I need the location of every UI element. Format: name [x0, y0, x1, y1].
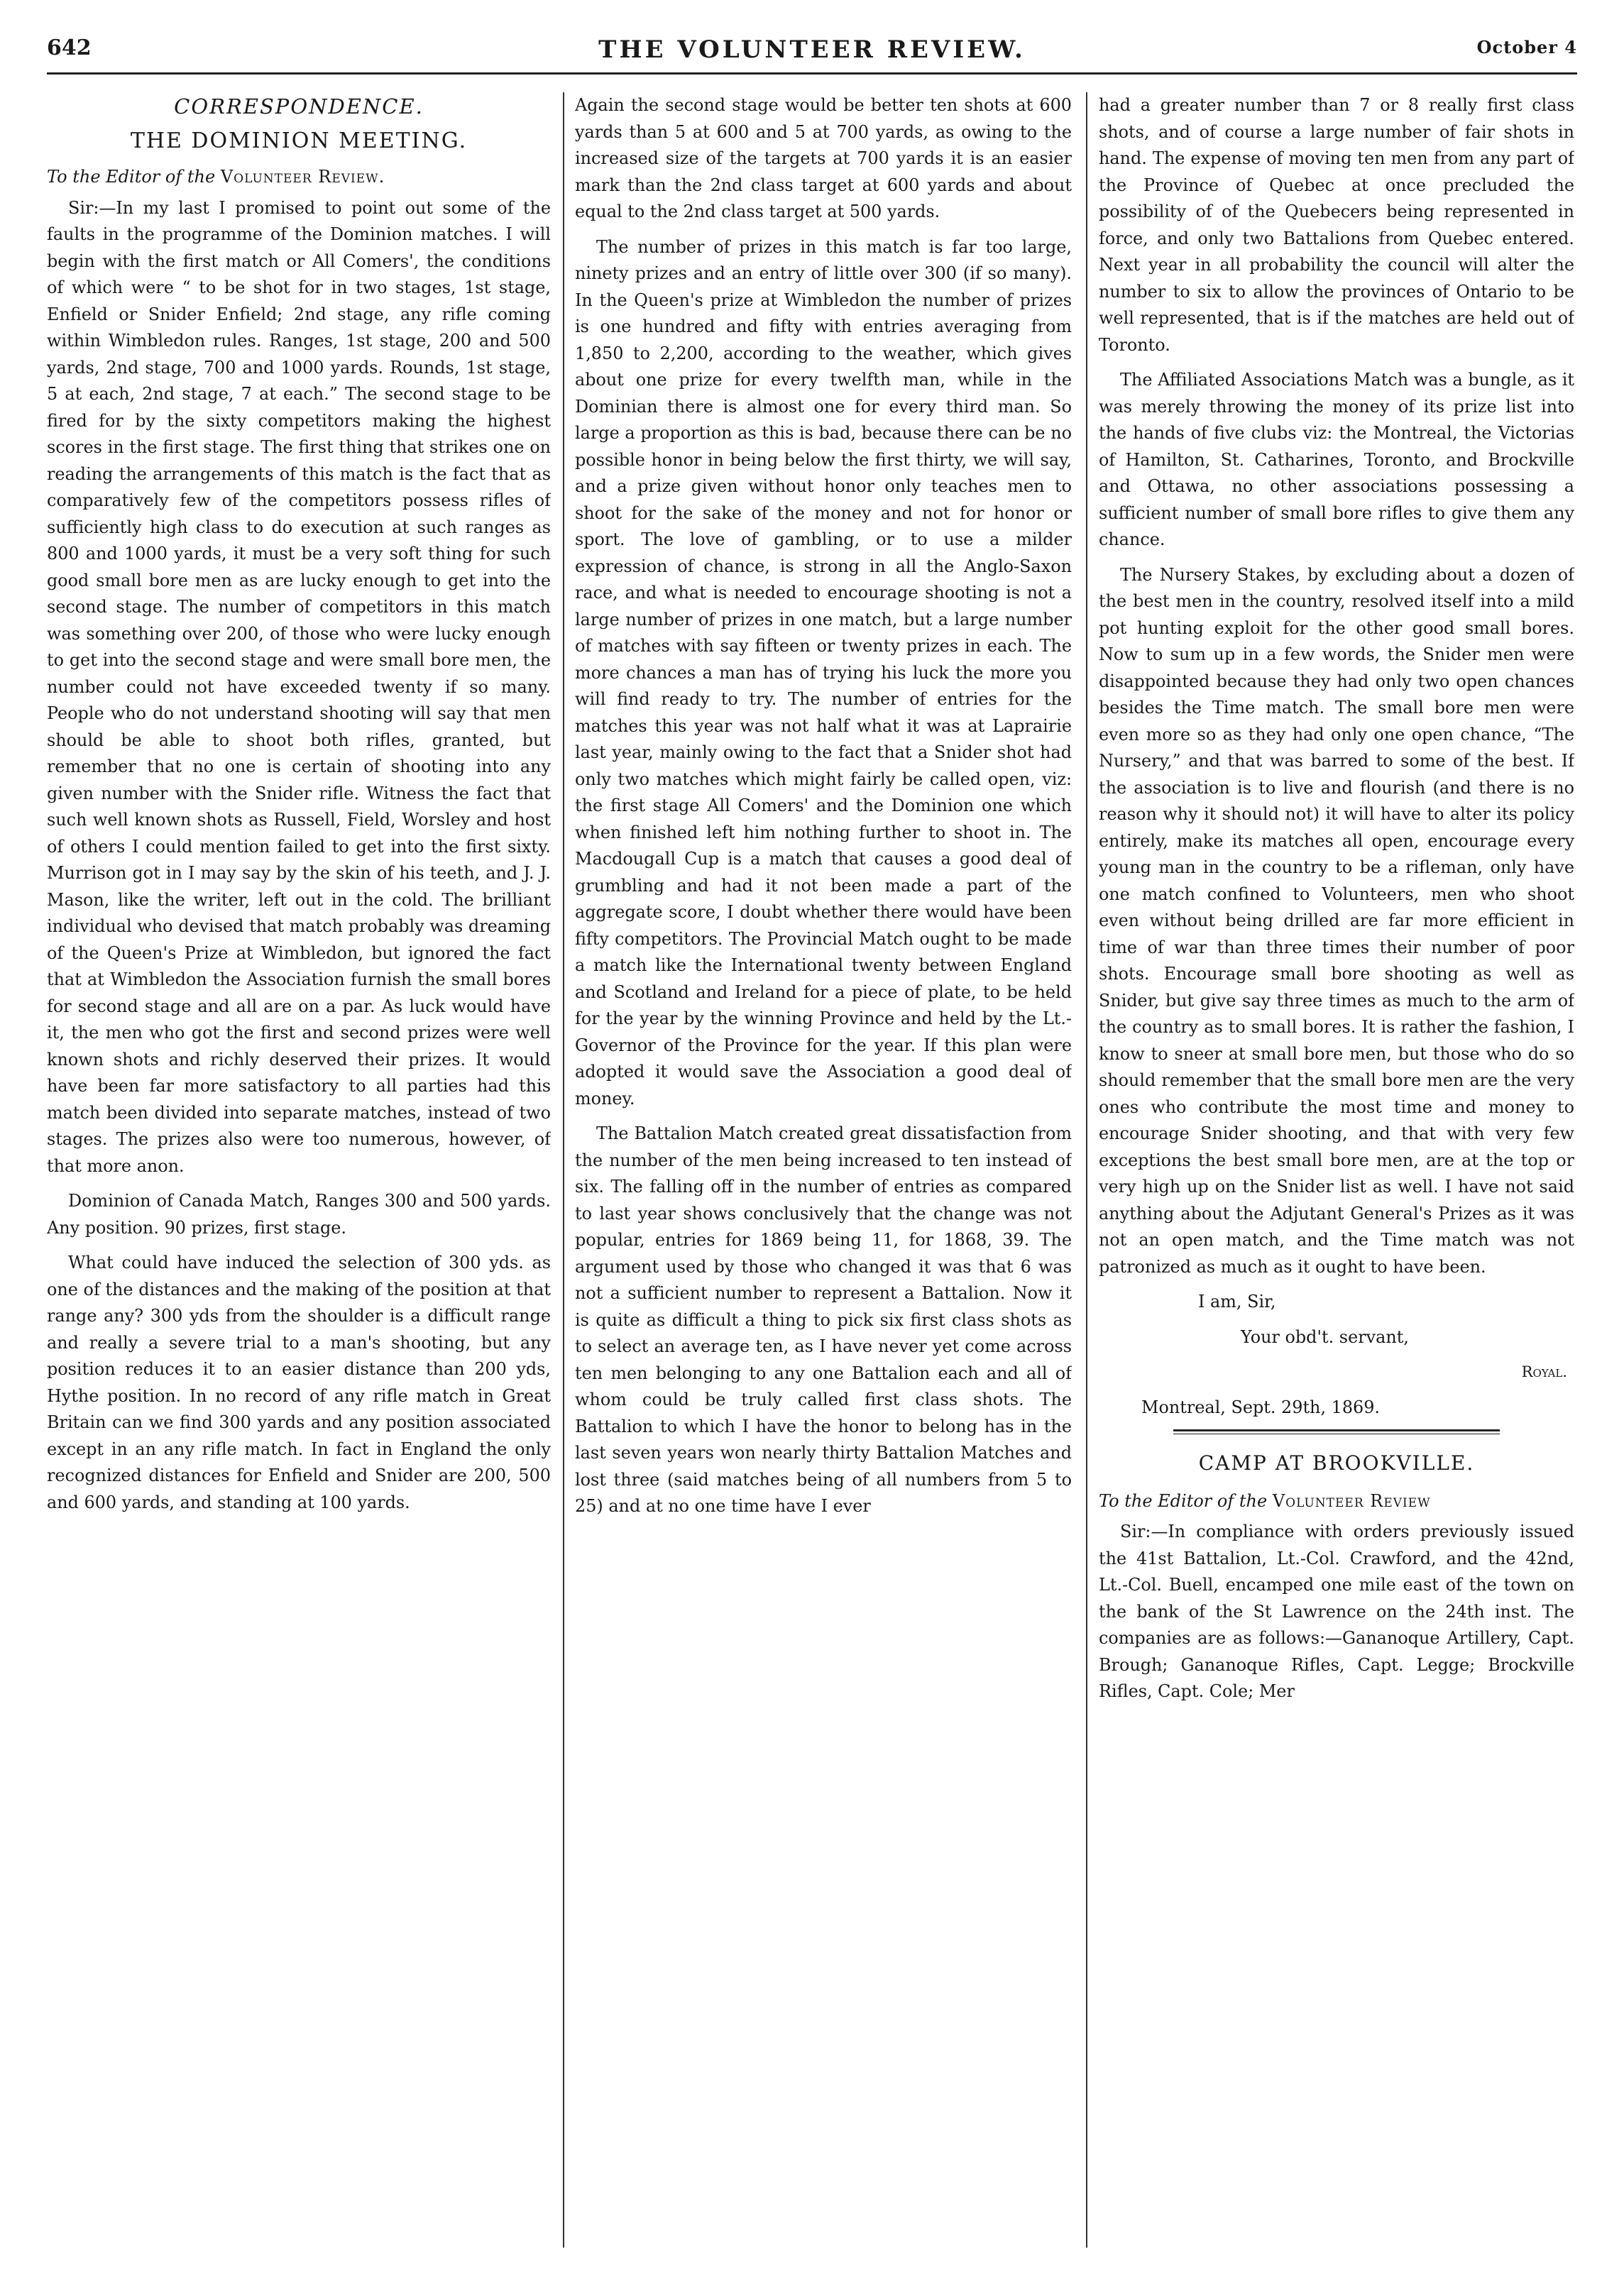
to-editor-prefix: To the Editor of the: [47, 167, 216, 187]
paragraph: The Battalion Match created great dissatisfaction from the number of the men being increased to ten instead of six. The falling off in the number of entries as compared to last year shows conclusively that the change was not popular, entries for 1869 being 11, for 1868, 39. The argument used by those who changed it was that 6 was not a sufficient number to represent a Battalion. Now it is quite as difficult a thing to pick six first class shots as to select an average ten, as I have never yet come across ten men belonging to any one Battalion each and all of whom could be truly called first class shots. The Battalion to which I have the honor to belong has in the last seven years won nearly thirty Battalion Matches and lost three (said matches being of all numbers from 5 to 25) and at no one time have I ever: [575, 1123, 1072, 1516]
to-editor-name: Volunteer Review.: [220, 167, 385, 187]
signature-name: Royal.: [1521, 1363, 1567, 1380]
to-editor-name: Volunteer Review: [1272, 1490, 1431, 1511]
paragraph: Again the second stage would be better ten shots at 600 yards than 5 at 600 and 5 at 700 yards, as owing to the increased size of the targets at 700 yards it is an easier mark than the 2nd class target at 600 yards and about equal to the 2nd class target at 500 yards.: [575, 95, 1072, 221]
to-editor-line: [1099, 1488, 1574, 1515]
signature-place-date: Montreal, Sept. 29th, 1869.: [1141, 1397, 1381, 1417]
paragraph: Sir:—In my last I promised to point out some of the faults in the programme of the Dominion matches. I will begin with the first match or All Comers', the conditions of which were “ to be shot for in two stages, 1st stage, Enfield or Snider Enfield; 2nd stage, any rifle coming within Wimbledon rules. Ranges, 1st stage, 200 and 500 yards, 2nd stage, 700 and 1000 yards. Rounds, 1st stage, 5 at each, 2nd stage, 7 at each.” The second stage to be fired for by the sixty competitors making the highest scores in the first stage. The first thing that strikes one on reading the arrangements of this match is the fact that as comparatively few of the competitors possess rifles of sufficiently high class to do execution at such ranges as 800 and 1000 yards, it must be a very soft thing for such good small bore men as are lucky enough to get into the second stage. The number of competitors in this match was something over 200, of those who were lucky enough to get into the second stage and were small bore men, the number could not have exceeded twenty if so many. People who do not understand shooting will say that men should be able to shoot both rifles, granted, but remember that no one is certain of shooting into any given number with the Snider rifle. Witness the fact that such well known shots as Russell, Field, Worsley and host of others I could mention failed to get into the first sixty. Murrison got in I may say by the skin of his teeth, and J. J. Mason, like the writer, left out in the cold. The brilliant individual who devised that match probably was dreaming of the Queen's Prize at Wimbledon, but ignored the fact that at Wimbledon the Association furnish the small bores for second stage and all are on a par. As luck would have it, the men who got the first and second prizes were well known shots and richly deserved their prizes. It would have been far more satisfactory to all parties had this match been divided into separate matches, instead of two stages. The prizes also were too numerous, however, of that more anon.: [47, 197, 551, 1176]
signature-closing: Your obd't. servant,: [1241, 1326, 1409, 1347]
signature-salutation: I am, Sir,: [1198, 1292, 1276, 1312]
column-1: [47, 92, 551, 2248]
paragraph: had a greater number than 7 or 8 really first class shots, and of course a large number of fair shots in hand. The expense of moving ten men from any part of the Province of Quebec at once precluded the possibility of of the Quebecers being represented in force, and only two Battalions from Quebec entered. Next year in all probability the council will alter the number to six to allow the provinces of Ontario to be well represented, that is if the matches are held out of Toronto.: [1099, 95, 1574, 355]
article-title: CAMP AT BROOKVILLE.: [1198, 1451, 1475, 1475]
header-rule: [47, 72, 1577, 75]
column-divider: [1086, 92, 1087, 2248]
paragraph: The Nursery Stakes, by excluding about a dozen of the best men in the country, resolved itself into a mild pot hunting exploit for the other good small bores. Now to sum up in a few words, the Snider men were disappointed because they had only two open chances besides the Time match. The small bore men were even more so as they had only one open chance, “The Nursery,” and that was barred to some of the best. If the association is to live and flourish (and there is no reason why it should not) it will have to alter its policy entirely, make its matches all open, encourage every young man in the country to be a rifleman, only have one match confined to Volunteers, men who shoot even without being drilled are far more efficient in time of war than three times their number of poor shots. Encourage small bore shooting as well as Snider, but give say three times as much to the arm of the country as to small bores. It is rather the fashion, I know to sneer at small bore men, but those who do so should remember that the small bore men are the very ones who contribute the most time and money to encourage Snider shooting, and that with very few exceptions the best small bore men, are at the top or very high up on the Snider list as well. I have not said anything about the Adjutant General's Prizes as it was not an open match, and the Time match was not patronized as much as it ought to have been.: [1099, 564, 1574, 1277]
column-divider: [563, 92, 564, 2248]
to-editor-prefix: To the Editor of the: [1099, 1490, 1268, 1511]
page-header: [47, 35, 1577, 81]
paragraph: What could have induced the selection of 300 yds. as one of the distances and the making of the position at that range any? 300 yds from the shoulder is a difficult range and really a severe trial to a man's shooting, but any position reduces it to an easier distance than 200 yds, Hythe position. In no record of any rifle match in Great Britain can we find 300 yards and any position associated except in an any rifle match. In fact in England the only recognized distances for Enfield and Snider are 200, 500 and 600 yards, and standing at 100 yards.: [47, 1253, 551, 1512]
article-divider: [1173, 1429, 1500, 1434]
column-3: [1099, 92, 1574, 2248]
paragraph: The number of prizes in this match is far too large, ninety prizes and an entry of little over 300 (if so many). In the Queen's prize at Wimbledon the number of prizes is one hundred and fifty with entries averaging from 1,850 to 2,200, according to the weather, which gives about one prize for every twelfth man, while in the Dominian there is almost one for every third man. So large a proportion as this is bad, because there can be no possible honor in being below the first thirty, we will say, and a prize given without honor only teaches men to shoot for the sake of the money and not for honor or sport. The love of gambling, or to use a milder expression of chance, is strong in all the Anglo-Saxon race, and what is needed to encourage shooting is not a large number of prizes in one match, but a large number of matches with say fifteen or twenty prizes in each. The more chances a man has of trying his luck the more you will find ready to try. The number of entries for the matches this year was not half what it was at Laprairie last year, mainly owing to the fact that a Snider shot had only two matches which might fairly be called open, viz: the first stage All Comers' and the Dominion one which when finished left him nothing further to shoot in. The Macdougall Cup is a match that causes a good deal of grumbling and had it not been made a part of the aggregate score, I doubt whether there would have been fifty competitors. The Provincial Match ought to be made a match like the International twenty between England and Scotland and Ireland for a piece of plate, to be held for the year by the winning Province and held by the Lt.-Governor of the Province for the year. If this plan were adopted it would save the Association a good deal of money.: [575, 236, 1072, 1109]
journal-title: THE VOLUNTEER REVIEW.: [598, 35, 1026, 64]
section-heading: CORRESPONDENCE.: [174, 94, 424, 119]
letter-title: THE DOMINION MEETING.: [130, 128, 468, 153]
to-editor-line: [47, 164, 551, 191]
issue-date: October 4: [1476, 37, 1577, 57]
paragraph: Sir:—In compliance with orders previously issued the 41st Battalion, Lt.-Col. Crawford, and the 42nd, Lt.-Col. Buell, encamped one mile east of the town on the bank of the St Lawrence on the 24th inst. The companies are as follows:—Gananoque Artillery, Capt. Brough; Gananoque Rifles, Capt. Legge; Brockville Rifles, Capt. Cole; Mer: [1099, 1522, 1574, 1701]
paragraph: The Affiliated Associations Match was a bungle, as it was merely throwing the money of its prize list into the hands of five clubs viz: the Montreal, the Victorias of Hamilton, St. Catharines, Toronto, and Brockville and Ottawa, no other associations possessing a sufficient number of small bore rifles to give them any chance.: [1099, 370, 1574, 549]
paragraph: Dominion of Canada Match, Ranges 300 and 500 yards. Any position. 90 prizes, first stage.: [47, 1191, 551, 1238]
column-2: [575, 92, 1072, 2248]
page-number: 642: [47, 35, 92, 60]
